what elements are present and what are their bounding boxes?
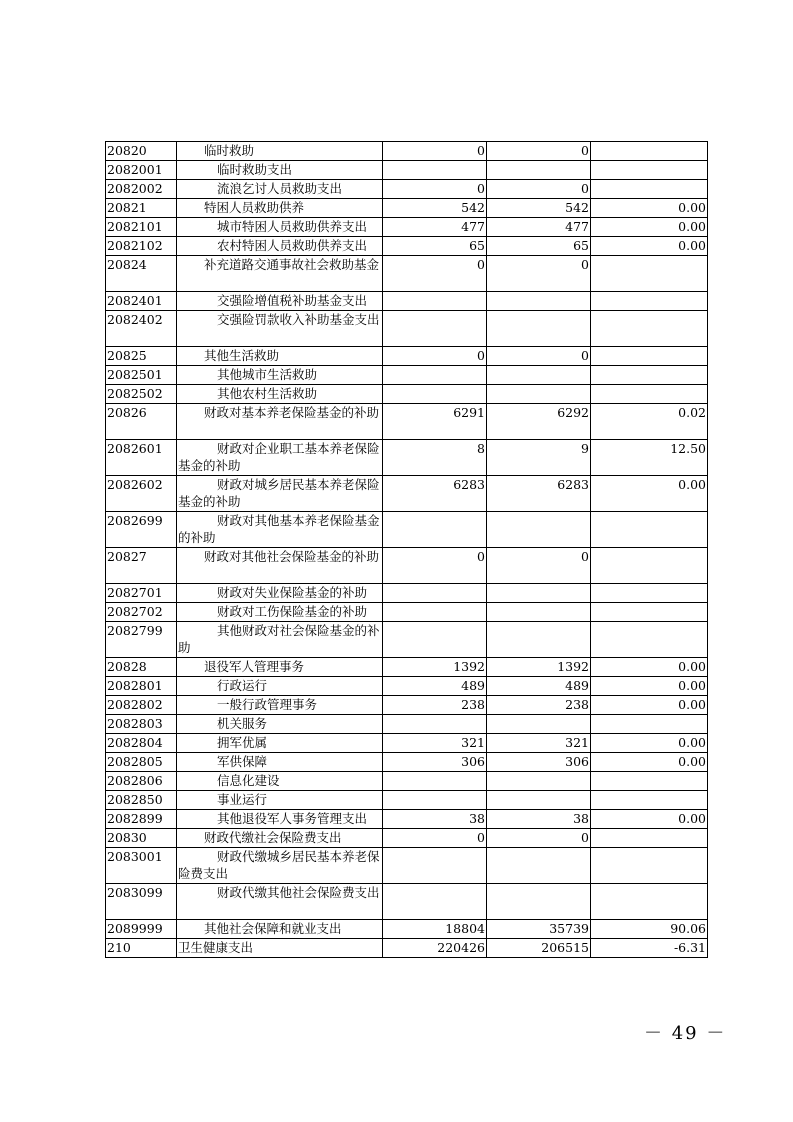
cell-percent [591, 385, 708, 404]
cell-value-2 [487, 292, 591, 311]
cell-value-1: 0 [383, 180, 487, 199]
cell-name [177, 292, 383, 311]
cell-percent: 0.00 [591, 199, 708, 218]
table-row [106, 753, 708, 772]
cell-value-2: 38 [487, 810, 591, 829]
cell-code: 2082850 [106, 791, 177, 810]
cell-name-text: 特困人员救助供养 [204, 200, 305, 215]
cell-percent: 0.00 [591, 658, 708, 677]
cell-code: 2082899 [106, 810, 177, 829]
cell-value-1: 0 [383, 548, 487, 584]
cell-name-text: 流浪乞讨人员救助支出 [217, 181, 343, 196]
cell-percent [591, 180, 708, 199]
cell-code: 2082801 [106, 677, 177, 696]
cell-value-1: 6291 [383, 404, 487, 440]
cell-code: 20828 [106, 658, 177, 677]
cell-name-text: 农村特困人员救助供养支出 [217, 238, 368, 253]
cell-value-2: 6292 [487, 404, 591, 440]
cell-value-1 [383, 311, 487, 347]
cell-name [177, 584, 383, 603]
cell-code: 2082401 [106, 292, 177, 311]
cell-code: 20825 [106, 347, 177, 366]
cell-name [177, 548, 383, 584]
cell-percent: 0.00 [591, 237, 708, 256]
table-row [106, 584, 708, 603]
cell-percent [591, 292, 708, 311]
cell-percent [591, 512, 708, 548]
cell-name [177, 603, 383, 622]
cell-name-text: 机关服务 [217, 716, 268, 731]
cell-value-1: 6283 [383, 476, 487, 512]
cell-code: 2082702 [106, 603, 177, 622]
cell-percent [591, 256, 708, 292]
table-row [106, 292, 708, 311]
cell-value-2 [487, 884, 591, 920]
table-row [106, 791, 708, 810]
cell-name [177, 218, 383, 237]
cell-percent: 0.00 [591, 476, 708, 512]
cell-code: 2082601 [106, 440, 177, 476]
cell-name-text: 财政对城乡居民基本养老保险基金的补助 [178, 477, 380, 509]
cell-name [177, 311, 383, 347]
cell-value-1: 38 [383, 810, 487, 829]
table-row [106, 256, 708, 292]
cell-value-1: 1392 [383, 658, 487, 677]
cell-name-text: 一般行政管理事务 [217, 697, 318, 712]
cell-value-1 [383, 791, 487, 810]
cell-code: 20830 [106, 829, 177, 848]
cell-percent [591, 366, 708, 385]
cell-value-1 [383, 772, 487, 791]
cell-value-2: 238 [487, 696, 591, 715]
cell-code: 2083099 [106, 884, 177, 920]
cell-code: 2089999 [106, 920, 177, 939]
cell-name [177, 366, 383, 385]
cell-percent: 0.00 [591, 753, 708, 772]
cell-name [177, 696, 383, 715]
table-row [106, 404, 708, 440]
cell-value-2 [487, 385, 591, 404]
cell-value-2 [487, 161, 591, 180]
cell-value-2: 0 [487, 347, 591, 366]
cell-value-2 [487, 848, 591, 884]
cell-name [177, 142, 383, 161]
cell-name [177, 622, 383, 658]
cell-value-2: 0 [487, 180, 591, 199]
cell-name [177, 476, 383, 512]
cell-code: 2082101 [106, 218, 177, 237]
cell-value-1: 18804 [383, 920, 487, 939]
cell-percent [591, 584, 708, 603]
cell-name-text: 退役军人管理事务 [204, 659, 305, 674]
cell-percent [591, 884, 708, 920]
cell-name-text: 其他生活救助 [204, 348, 280, 363]
cell-percent [591, 311, 708, 347]
table-row [106, 218, 708, 237]
cell-name-text: 财政对失业保险基金的补助 [217, 585, 368, 600]
cell-percent [591, 603, 708, 622]
cell-value-1 [383, 603, 487, 622]
cell-code: 2082799 [106, 622, 177, 658]
cell-name [177, 848, 383, 884]
cell-code: 2083001 [106, 848, 177, 884]
cell-percent: 90.06 [591, 920, 708, 939]
cell-value-1 [383, 715, 487, 734]
cell-code: 2082502 [106, 385, 177, 404]
cell-percent [591, 829, 708, 848]
cell-value-2: 206515 [487, 939, 591, 958]
cell-percent: -6.31 [591, 939, 708, 958]
cell-percent [591, 772, 708, 791]
table-body [106, 142, 708, 958]
table-row [106, 920, 708, 939]
cell-value-1: 65 [383, 237, 487, 256]
cell-percent [591, 548, 708, 584]
cell-value-2 [487, 584, 591, 603]
cell-code: 2082804 [106, 734, 177, 753]
cell-code: 20824 [106, 256, 177, 292]
cell-name-text: 补充道路交通事故社会救助基金 [204, 257, 380, 272]
cell-name [177, 884, 383, 920]
table-row [106, 440, 708, 476]
cell-code: 2082701 [106, 584, 177, 603]
cell-percent: 0.00 [591, 218, 708, 237]
cell-name-text: 财政代缴社会保险费支出 [204, 830, 342, 845]
table-row [106, 199, 708, 218]
cell-value-1: 542 [383, 199, 487, 218]
cell-value-1 [383, 161, 487, 180]
cell-value-1 [383, 366, 487, 385]
page-number: － 49 － [644, 1023, 727, 1044]
cell-name-text: 财政对其他社会保险基金的补助 [204, 549, 380, 564]
cell-name-text: 信息化建设 [217, 773, 280, 788]
cell-percent: 0.00 [591, 734, 708, 753]
cell-value-2: 542 [487, 199, 591, 218]
cell-name [177, 512, 383, 548]
cell-value-2 [487, 603, 591, 622]
cell-name [177, 237, 383, 256]
table-row [106, 734, 708, 753]
cell-value-1 [383, 884, 487, 920]
cell-value-1: 306 [383, 753, 487, 772]
cell-value-1: 238 [383, 696, 487, 715]
cell-percent [591, 622, 708, 658]
cell-code: 2082501 [106, 366, 177, 385]
table-row [106, 829, 708, 848]
cell-name-text: 交强险增值税补助基金支出 [217, 293, 368, 308]
cell-name-text: 其他退役军人事务管理支出 [217, 811, 368, 826]
cell-name-text: 财政对企业职工基本养老保险基金的补助 [178, 441, 380, 473]
table-row [106, 476, 708, 512]
cell-value-1 [383, 512, 487, 548]
cell-name-text: 城市特困人员救助供养支出 [217, 219, 368, 234]
cell-value-2: 0 [487, 256, 591, 292]
cell-percent [591, 347, 708, 366]
cell-percent: 0.00 [591, 810, 708, 829]
cell-percent [591, 848, 708, 884]
table-row [106, 622, 708, 658]
cell-value-2: 477 [487, 218, 591, 237]
cell-code: 20827 [106, 548, 177, 584]
cell-percent [591, 791, 708, 810]
cell-value-2: 0 [487, 829, 591, 848]
cell-value-2: 306 [487, 753, 591, 772]
cell-percent [591, 142, 708, 161]
cell-value-2 [487, 622, 591, 658]
cell-value-1: 0 [383, 829, 487, 848]
cell-name-text: 临时救助 [204, 143, 255, 158]
cell-value-2: 489 [487, 677, 591, 696]
cell-code: 2082602 [106, 476, 177, 512]
cell-name [177, 939, 383, 958]
cell-code: 210 [106, 939, 177, 958]
table-row [106, 677, 708, 696]
table-row [106, 311, 708, 347]
cell-value-2: 6283 [487, 476, 591, 512]
cell-value-1: 0 [383, 256, 487, 292]
cell-name [177, 256, 383, 292]
cell-name-text: 财政对工伤保险基金的补助 [217, 604, 368, 619]
cell-name-text: 行政运行 [217, 678, 268, 693]
table-row [106, 603, 708, 622]
cell-code: 2082102 [106, 237, 177, 256]
cell-name-text: 卫生健康支出 [178, 940, 254, 955]
cell-value-2: 65 [487, 237, 591, 256]
cell-value-2 [487, 791, 591, 810]
cell-name-text: 军供保障 [217, 754, 268, 769]
cell-value-1: 0 [383, 142, 487, 161]
cell-code: 2082802 [106, 696, 177, 715]
table-row [106, 161, 708, 180]
cell-code: 2082805 [106, 753, 177, 772]
cell-name [177, 677, 383, 696]
cell-value-1: 489 [383, 677, 487, 696]
cell-value-1: 220426 [383, 939, 487, 958]
table-row [106, 548, 708, 584]
cell-name-text: 拥军优属 [217, 735, 268, 750]
table-row [106, 512, 708, 548]
table-row [106, 939, 708, 958]
cell-value-2 [487, 512, 591, 548]
cell-code: 20821 [106, 199, 177, 218]
table-row [106, 715, 708, 734]
cell-value-2: 1392 [487, 658, 591, 677]
cell-name [177, 810, 383, 829]
table-row [106, 772, 708, 791]
cell-value-1 [383, 584, 487, 603]
cell-percent [591, 715, 708, 734]
cell-name [177, 791, 383, 810]
cell-name-text: 交强险罚款收入补助基金支出 [217, 312, 380, 327]
cell-value-1 [383, 385, 487, 404]
cell-code: 2082806 [106, 772, 177, 791]
cell-name-text: 其他财政对社会保险基金的补助 [178, 623, 380, 655]
table-row [106, 180, 708, 199]
cell-value-1: 321 [383, 734, 487, 753]
table-row [106, 366, 708, 385]
cell-value-2: 9 [487, 440, 591, 476]
cell-code: 2082402 [106, 311, 177, 347]
cell-value-2 [487, 311, 591, 347]
cell-name [177, 715, 383, 734]
cell-value-1: 477 [383, 218, 487, 237]
cell-code: 20820 [106, 142, 177, 161]
cell-name [177, 920, 383, 939]
cell-value-1: 8 [383, 440, 487, 476]
cell-name [177, 753, 383, 772]
budget-table [105, 141, 708, 958]
cell-name [177, 199, 383, 218]
cell-name-text: 临时救助支出 [217, 162, 293, 177]
cell-percent: 0.00 [591, 677, 708, 696]
cell-name-text: 财政代缴其他社会保险费支出 [217, 885, 380, 900]
cell-name [177, 347, 383, 366]
cell-name-text: 其他社会保障和就业支出 [204, 921, 342, 936]
cell-code: 2082002 [106, 180, 177, 199]
cell-percent [591, 161, 708, 180]
table-row [106, 810, 708, 829]
cell-value-1 [383, 292, 487, 311]
cell-value-2: 321 [487, 734, 591, 753]
cell-name [177, 404, 383, 440]
cell-value-1 [383, 622, 487, 658]
cell-value-1: 0 [383, 347, 487, 366]
table-row [106, 696, 708, 715]
table-row [106, 385, 708, 404]
cell-value-2: 0 [487, 142, 591, 161]
cell-name-text: 其他农村生活救助 [217, 386, 318, 401]
table-row [106, 848, 708, 884]
cell-name [177, 385, 383, 404]
cell-name [177, 772, 383, 791]
cell-value-2: 35739 [487, 920, 591, 939]
cell-name-text: 事业运行 [217, 792, 268, 807]
table-row [106, 142, 708, 161]
cell-value-2: 0 [487, 548, 591, 584]
cell-name [177, 440, 383, 476]
table-row [106, 658, 708, 677]
cell-name [177, 161, 383, 180]
cell-percent: 0.02 [591, 404, 708, 440]
cell-name [177, 180, 383, 199]
cell-code: 20826 [106, 404, 177, 440]
cell-code: 2082001 [106, 161, 177, 180]
cell-name [177, 734, 383, 753]
cell-value-2 [487, 772, 591, 791]
cell-name-text: 财政对基本养老保险基金的补助 [204, 405, 380, 420]
cell-code: 2082803 [106, 715, 177, 734]
cell-code: 2082699 [106, 512, 177, 548]
cell-percent: 0.00 [591, 696, 708, 715]
cell-name-text: 财政代缴城乡居民基本养老保险费支出 [178, 849, 380, 881]
cell-value-2 [487, 366, 591, 385]
cell-value-2 [487, 715, 591, 734]
cell-percent: 12.50 [591, 440, 708, 476]
cell-name-text: 其他城市生活救助 [217, 367, 318, 382]
table-row [106, 347, 708, 366]
cell-value-1 [383, 848, 487, 884]
table-row [106, 884, 708, 920]
table-row [106, 237, 708, 256]
cell-name-text: 财政对其他基本养老保险基金的补助 [178, 513, 380, 545]
cell-name [177, 658, 383, 677]
cell-name [177, 829, 383, 848]
